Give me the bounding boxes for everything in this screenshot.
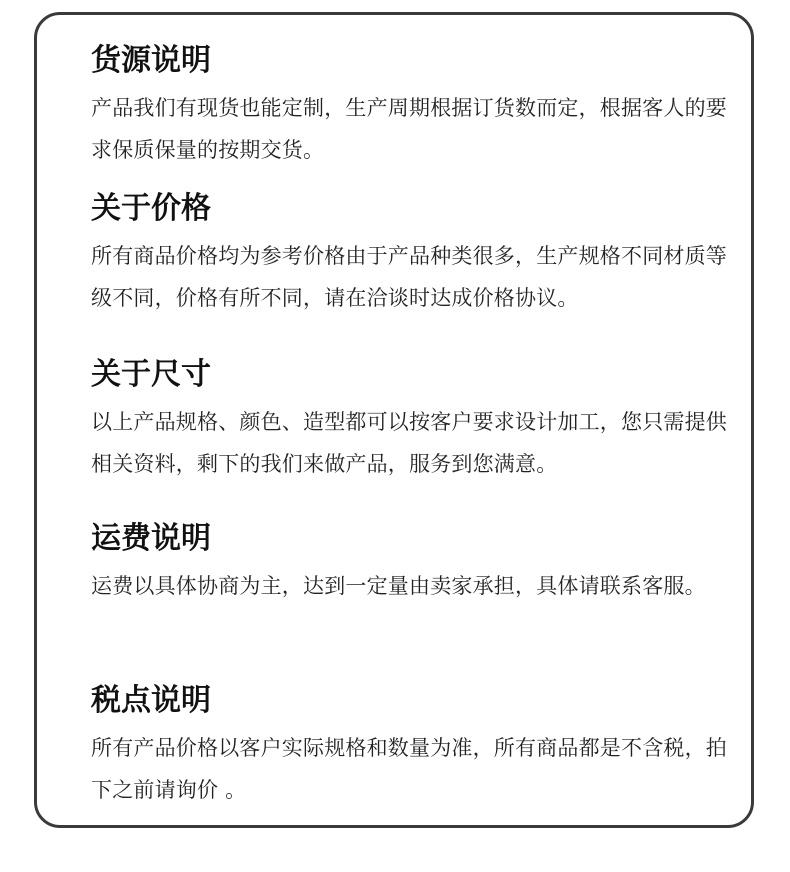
section-title-tax: 税点说明	[91, 683, 211, 718]
section-size	[91, 357, 731, 485]
section-title-price: 关于价格	[91, 191, 211, 226]
section-title-size: 关于尺寸	[91, 357, 211, 392]
section-supply	[91, 43, 731, 171]
info-card	[34, 12, 754, 828]
section-tax	[91, 683, 731, 811]
section-body-supply: 产品我们有现货也能定制，生产周期根据订货数而定，根据客人的要求保质保量的按期交货。	[91, 96, 727, 162]
section-body-size: 以上产品规格、颜色、造型都可以按客户要求设计加工，您只需提供相关资料，剩下的我们来做产品，服务到您满意。	[91, 410, 727, 476]
section-body-shipping: 运费以具体协商为主，达到一定量由卖家承担，具体请联系客服。	[91, 574, 706, 598]
section-shipping	[91, 521, 731, 607]
section-title-shipping: 运费说明	[91, 521, 211, 556]
section-title-supply: 货源说明	[91, 43, 211, 78]
section-body-price: 所有商品价格均为参考价格由于产品种类很多，生产规格不同材质等级不同，价格有所不同，请在洽谈时达成价格协议。	[91, 244, 727, 310]
section-body-tax: 所有产品价格以客户实际规格和数量为准，所有商品都是不含税，拍下之前请询价 。	[91, 736, 727, 802]
section-price	[91, 191, 731, 319]
